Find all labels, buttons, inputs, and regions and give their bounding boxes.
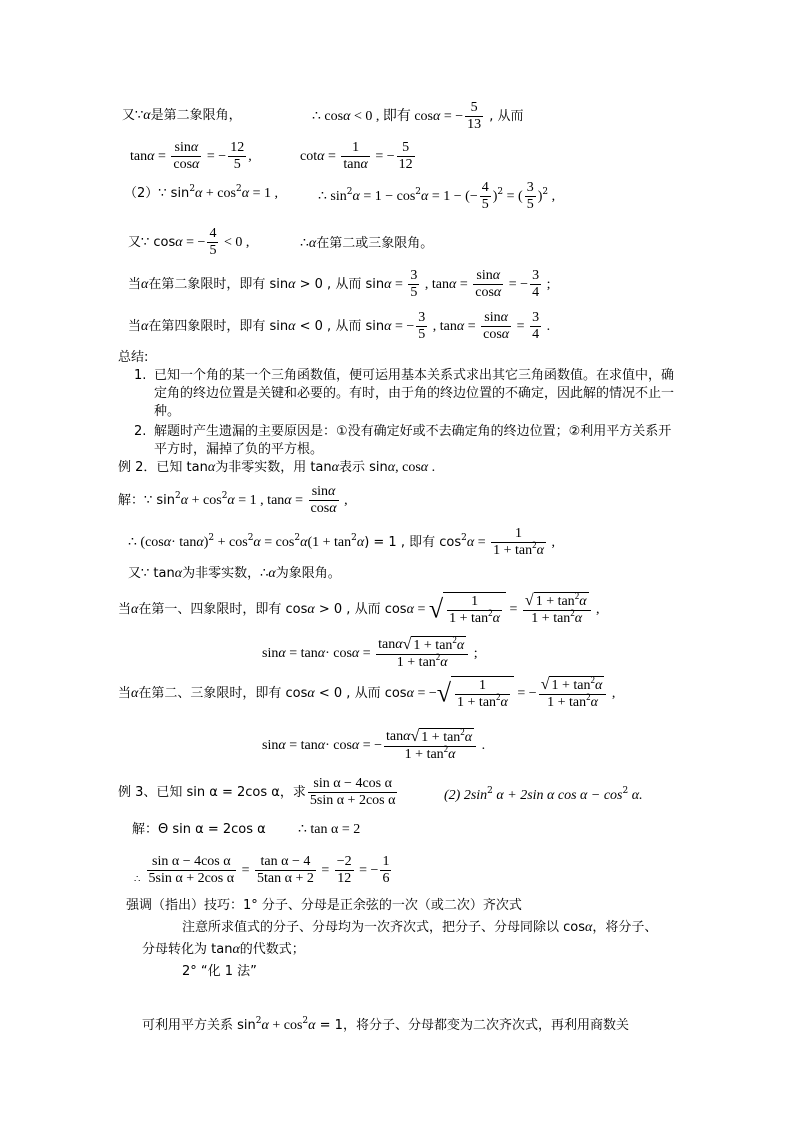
- denominator: cosα: [483, 327, 510, 342]
- emphasis-line-2: [182, 920, 657, 936]
- text: 1.: [134, 368, 147, 383]
- text: √: [428, 594, 444, 624]
- text: ∴: [300, 236, 309, 251]
- text: 1 + tan: [547, 695, 587, 710]
- text: sin: [262, 738, 279, 753]
- text: 例 3、已知 sin α = 2cos α，求: [118, 785, 306, 800]
- fraction: $\frac{\tan\alpha√ 1 + \tan^2\alpha}{1 + \tan^2\alpha}$: [376, 636, 468, 671]
- text: α: [466, 535, 475, 550]
- text: √: [524, 592, 534, 609]
- text: 当: [118, 686, 132, 701]
- text: = −: [371, 149, 395, 164]
- text: α: [448, 277, 457, 292]
- text: =: [474, 535, 490, 550]
- text: 的代数式；: [239, 942, 305, 957]
- example-2-title: [118, 460, 435, 476]
- text: (2) 2sin: [444, 788, 488, 803]
- text: · tan: [171, 535, 197, 550]
- fraction: [380, 854, 391, 887]
- text: ) = 1 , 即有 cos: [364, 535, 462, 550]
- text: · cos: [325, 738, 352, 753]
- text: 1: [382, 854, 390, 869]
- text: 5: [410, 285, 418, 300]
- text: ;: [543, 277, 551, 292]
- text: α: [284, 493, 292, 508]
- text: α: [317, 646, 326, 661]
- text: α: [141, 277, 149, 292]
- fraction: [530, 310, 541, 343]
- text: α: [343, 109, 351, 124]
- text: = −: [391, 319, 415, 334]
- text: α: [278, 646, 286, 661]
- text: 2: [235, 184, 242, 194]
- text: 1 + tan: [421, 730, 461, 745]
- denominator: $1 + \tan^2\alpha$: [493, 540, 544, 558]
- text: ∴ cos: [312, 109, 344, 124]
- text: α: [307, 602, 315, 617]
- fraction: [491, 526, 546, 559]
- emphasis-line-1: 强调（指出）技巧：1° 分子、分母是正余弦的一次（或二次）齐次式: [126, 898, 522, 913]
- text: tan: [378, 637, 396, 653]
- text: tan: [386, 729, 404, 745]
- denominator: tanα: [343, 157, 368, 172]
- text: 3: [526, 180, 534, 195]
- fraction: [207, 226, 218, 259]
- fraction: [397, 140, 415, 173]
- fraction: [473, 268, 503, 301]
- text: = (: [503, 189, 523, 204]
- text: −2: [336, 854, 352, 869]
- line-3: [124, 186, 278, 202]
- text: 2.: [134, 424, 147, 439]
- text: 2: [346, 187, 353, 197]
- text: 5: [209, 243, 217, 258]
- text: 1: [447, 594, 502, 611]
- text: 3: [410, 268, 418, 283]
- fraction: [228, 140, 246, 173]
- text: =: [506, 602, 521, 617]
- fraction: [308, 776, 398, 809]
- text: α: [288, 319, 296, 334]
- fraction: [335, 854, 354, 887]
- numerator: sinα: [473, 268, 503, 285]
- text: 解：Θ sin α = 2cos α: [132, 822, 266, 837]
- text: 解题时产生遗漏的主要原因是：①没有确定好或不去确定角的终边位置；②利用平方关系开平方时，漏掉了负的平方根。: [154, 424, 672, 457]
- text: 12: [230, 140, 245, 155]
- text: + cos: [268, 1018, 303, 1033]
- fraction: [309, 484, 339, 517]
- text: 在第四象限时，即有 sin: [148, 319, 289, 334]
- text: α: [317, 149, 325, 164]
- text: α: [585, 920, 593, 935]
- denominator: cosα: [173, 157, 200, 172]
- text: α.: [628, 788, 643, 803]
- example-2-line-6: [118, 676, 615, 711]
- text: √: [436, 678, 452, 708]
- fraction: [480, 180, 491, 213]
- text: α: [351, 646, 360, 661]
- text: < 0 , 从而 sin: [295, 319, 385, 334]
- text: α: [300, 535, 308, 550]
- text: 2: [351, 533, 357, 543]
- text: 12: [337, 871, 352, 886]
- text: 1 + tan: [404, 747, 444, 762]
- summary-title: 总结:: [118, 350, 149, 365]
- text: 1 + tan: [449, 611, 489, 626]
- text: 5sin α + 2cos α: [148, 871, 235, 886]
- text: 5: [481, 197, 489, 212]
- text: = 1 − (−: [428, 189, 478, 204]
- text: α: [268, 566, 276, 581]
- fraction: [530, 268, 541, 301]
- text: α: [180, 493, 189, 508]
- text: 4: [532, 327, 540, 342]
- text: tan α − 4: [255, 854, 316, 871]
- example-3-solution: [132, 822, 266, 838]
- text: α: [227, 493, 235, 508]
- text: 为象限角。: [275, 566, 341, 581]
- text: ;: [470, 646, 478, 661]
- text: 2: [247, 533, 254, 543]
- text: =: [456, 277, 472, 292]
- text: α: [384, 319, 392, 334]
- text: .: [543, 319, 551, 334]
- text: α: [175, 235, 183, 250]
- text: ,: [547, 535, 555, 550]
- text: ): [537, 189, 543, 204]
- text: = tan: [285, 646, 318, 661]
- text: 为非零实数，用 tan: [215, 460, 332, 475]
- text: 2: [461, 533, 467, 543]
- example-2-line-3: [128, 566, 341, 582]
- text: α: [356, 535, 365, 550]
- line-3b: [318, 180, 555, 213]
- text: = −: [440, 109, 464, 124]
- example-2-line-4: [118, 592, 600, 627]
- text: α: [456, 319, 465, 334]
- text: < 0 , 从而 cos: [314, 686, 407, 701]
- text: 5: [465, 100, 483, 117]
- text: ,: [592, 602, 600, 617]
- text: 3: [418, 310, 426, 325]
- text: α: [241, 186, 250, 201]
- text: 5: [397, 140, 415, 157]
- text: 是第二象限角，: [150, 108, 242, 123]
- text: =: [359, 646, 375, 661]
- text: 1 + tan: [531, 611, 571, 626]
- text: 已知一个角的某一个三角函数值，便可运用基本关系式求出其它三角函数值。在求值中，确定角的终边位置是关键和必要的。有时，由于角的终边位置的不确定，因此解的情况不止一种。: [154, 368, 675, 419]
- text: < 0 , 即有 cos: [350, 109, 433, 124]
- text: .: [478, 738, 486, 753]
- line-4b: [300, 236, 433, 252]
- text: 1: [341, 140, 369, 157]
- emphasis-line-4: 2° “化 1 法”: [182, 964, 257, 979]
- text: sin α − 4cos α: [308, 776, 398, 793]
- text: sin: [262, 646, 279, 661]
- text: ∴ sin: [318, 189, 347, 204]
- text: 在第二象限时，即有 sin: [148, 277, 289, 292]
- example-2-line-5: [262, 636, 478, 671]
- text: 2: [175, 491, 181, 501]
- text: > 0 , 从而 cos: [314, 602, 407, 617]
- text: α: [307, 686, 315, 701]
- line-2b: [300, 140, 417, 173]
- text: α: [141, 319, 149, 334]
- text: ∴ tan α = 2: [298, 822, 361, 837]
- fraction: [416, 310, 427, 343]
- text: = 1 ,: [249, 186, 278, 201]
- text: =: [238, 863, 253, 878]
- text: = −: [359, 738, 383, 753]
- text: 3: [532, 310, 540, 325]
- text: α: [278, 738, 286, 753]
- fraction: $\frac{√ 1 + \tan^2\alpha}{1 + \tan^2\alpha}$: [523, 592, 591, 627]
- text: 分母转化为 tan: [142, 942, 233, 957]
- text: 当: [118, 602, 132, 617]
- text: 2: [302, 1016, 309, 1026]
- text: 1 + tan: [551, 678, 591, 693]
- text: , cos: [395, 460, 421, 475]
- denominator: cosα: [310, 501, 337, 516]
- text: = −: [413, 686, 437, 701]
- example-3-line-2: $_\therefore$ $\frac{\text{sin α − 4cos α}}{\text{5sin α + 2cos α}}$ = $\frac{\text{tan α − 4}}{\text{5tan α + 2}}$ = $\frac{-2}{12}$ = − $\frac{1}{6}$: [134, 854, 390, 886]
- text: α: [232, 942, 240, 957]
- text: α: [143, 108, 151, 123]
- text: = −: [513, 686, 537, 701]
- denominator: cosα: [475, 285, 502, 300]
- text: α: [288, 277, 296, 292]
- text: α: [331, 460, 339, 475]
- text: α: [207, 460, 216, 475]
- text: =: [324, 149, 340, 164]
- text: α: [131, 686, 139, 701]
- text: 又∵: [122, 108, 144, 123]
- text: + cos: [188, 493, 222, 508]
- text: 解：∵ sin: [118, 493, 176, 508]
- fraction: [465, 100, 483, 133]
- text: ，将分子、: [592, 920, 658, 935]
- line-2: tanα = $\frac{\sin\alpha}{\cos\alpha}$ = − $\frac{12}{5}$ ,: [130, 140, 252, 172]
- text: 当: [128, 319, 142, 334]
- example-3-part-2: [444, 788, 643, 804]
- text: = −: [182, 235, 206, 250]
- text: 为非零实数，∴: [182, 566, 269, 581]
- text: ,: [340, 493, 348, 508]
- text: α: [421, 189, 429, 204]
- text: · cos: [325, 646, 352, 661]
- text: + cos: [202, 186, 236, 201]
- fraction: [255, 854, 316, 887]
- text: 注意所求值式的分子、分母均为一次齐次式，把分子、分母同除以 cos: [182, 920, 586, 935]
- text: 4: [532, 285, 540, 300]
- text: 2: [487, 786, 493, 796]
- text: ,: [608, 686, 616, 701]
- text: =: [154, 149, 170, 164]
- text: < 0 ,: [220, 235, 250, 250]
- text: = tan: [285, 738, 318, 753]
- text: cot: [300, 149, 318, 164]
- text: 当: [128, 277, 142, 292]
- summary-item-1: [134, 367, 682, 421]
- text: 4: [481, 180, 489, 195]
- text: （2）∵ sin: [124, 186, 190, 201]
- text: 2: [294, 533, 301, 543]
- text: =: [413, 602, 429, 617]
- line-5: [128, 268, 550, 301]
- text: 1 + tan: [457, 695, 497, 710]
- text: α: [387, 460, 396, 475]
- text: 1: [491, 526, 546, 543]
- numerator: sinα: [171, 140, 201, 157]
- text: α: [384, 277, 392, 292]
- text: + cos: [214, 535, 248, 550]
- text: 5sin α + 2cos α: [309, 793, 396, 808]
- text: ,: [548, 189, 556, 204]
- text: = 1 , tan: [234, 493, 285, 508]
- text: α: [406, 602, 414, 617]
- text: =: [291, 493, 307, 508]
- text: 3: [532, 268, 540, 283]
- fraction: [408, 268, 419, 301]
- text: 5: [526, 197, 534, 212]
- text: 在第二或三象限角。: [316, 236, 434, 251]
- text: =: [464, 319, 480, 334]
- text: =: [391, 277, 407, 292]
- text: ∴: [134, 874, 141, 885]
- text: =: [317, 863, 333, 878]
- text: 2: [542, 187, 549, 197]
- text: =: [513, 319, 529, 334]
- fraction: [481, 310, 511, 343]
- text: α: [351, 738, 360, 753]
- text: , tan: [421, 277, 449, 292]
- text: 5tan α + 2: [257, 871, 314, 886]
- text: = −: [505, 277, 529, 292]
- text: α: [317, 738, 326, 753]
- text: 12: [398, 157, 413, 172]
- line-4: [128, 226, 249, 259]
- text: 例 2．已知 tan: [118, 460, 208, 475]
- emphasis-line-3: [142, 942, 305, 958]
- text: 2: [221, 491, 228, 501]
- text: 表示 sin: [339, 460, 388, 475]
- text: = 1 − cos: [359, 189, 416, 204]
- text: α: [308, 1018, 316, 1033]
- text: α: [163, 535, 172, 550]
- text: α: [433, 109, 441, 124]
- text: 2: [497, 187, 504, 197]
- text: α: [147, 149, 155, 164]
- text: 1 + tan: [413, 638, 453, 653]
- line-1b: [312, 100, 524, 133]
- text: α: [261, 1018, 269, 1033]
- text: α: [352, 189, 360, 204]
- fraction: $\frac{\tan\alpha√ 1 + \tan^2\alpha}{1 + \tan^2\alpha}$: [384, 728, 476, 763]
- text: ∴ (cos: [128, 535, 164, 550]
- example-2-line-7: [262, 728, 485, 763]
- text: (1 + tan: [307, 535, 352, 550]
- text: 又∵ cos: [128, 235, 176, 250]
- sqrt: √ $\frac{1}{1 + \tan^2\alpha}$: [429, 592, 506, 627]
- text: 2: [208, 533, 215, 543]
- text: tan: [130, 149, 148, 164]
- text: α: [195, 186, 203, 201]
- text: 4: [209, 226, 217, 241]
- text: 5: [418, 327, 426, 342]
- numerator: sinα: [309, 484, 339, 501]
- text: 2: [415, 187, 422, 197]
- text: = cos: [260, 535, 295, 550]
- text: ): [492, 189, 498, 204]
- text: 可利用平方关系 sin: [142, 1018, 256, 1033]
- text: α: [196, 535, 204, 550]
- text: = −: [203, 149, 227, 164]
- sqrt: √ $\frac{1}{1 + \tan^2\alpha}$: [437, 676, 514, 711]
- line-6: [128, 310, 550, 343]
- text: 又∵ tan: [128, 566, 175, 581]
- text: 1 + tan: [535, 594, 575, 609]
- text: α: [308, 236, 317, 251]
- text: α + 2sin α cos α − cos: [492, 788, 623, 803]
- text: sin α − 4cos α: [147, 854, 237, 871]
- text: = 1，将分子、分母都变为二次齐次式，再利用商数关: [315, 1018, 629, 1033]
- text: α: [131, 602, 139, 617]
- fraction: [147, 854, 237, 887]
- text: .: [428, 460, 436, 475]
- text: 1 + tan: [396, 655, 436, 670]
- fraction: [525, 180, 536, 213]
- text: 5: [233, 157, 241, 172]
- text: 在第二、三象限时，即有 cos: [138, 686, 308, 701]
- text: 1 + tan: [493, 543, 533, 558]
- text: α: [406, 686, 414, 701]
- text: α: [253, 535, 261, 550]
- text: 在第一、四象限时，即有 cos: [138, 602, 308, 617]
- emphasis-line-5: [142, 1018, 629, 1034]
- example-2-solution: [118, 484, 348, 517]
- example-2-line-2: [128, 526, 555, 559]
- fraction: [341, 140, 369, 173]
- line-1: [122, 108, 242, 124]
- text: 2: [255, 1016, 262, 1026]
- text: α: [420, 460, 429, 475]
- fraction: [171, 140, 201, 173]
- text: 2: [189, 184, 196, 194]
- text: , tan: [429, 319, 457, 334]
- text: , 从而: [485, 109, 524, 124]
- text: 6: [382, 871, 390, 886]
- numerator: sinα: [481, 310, 511, 327]
- text: 13: [467, 117, 482, 132]
- text: α: [174, 566, 183, 581]
- text: 1: [455, 678, 510, 695]
- example-3-tan: [298, 822, 360, 838]
- text: ): [203, 535, 209, 550]
- fraction: $\frac{√ 1 + \tan^2\alpha}{1 + \tan^2\alpha}$: [539, 676, 607, 711]
- text: 2: [622, 786, 629, 796]
- example-3-title: [118, 776, 399, 809]
- text: > 0 , 从而 sin: [295, 277, 385, 292]
- summary-item-2: [134, 423, 682, 459]
